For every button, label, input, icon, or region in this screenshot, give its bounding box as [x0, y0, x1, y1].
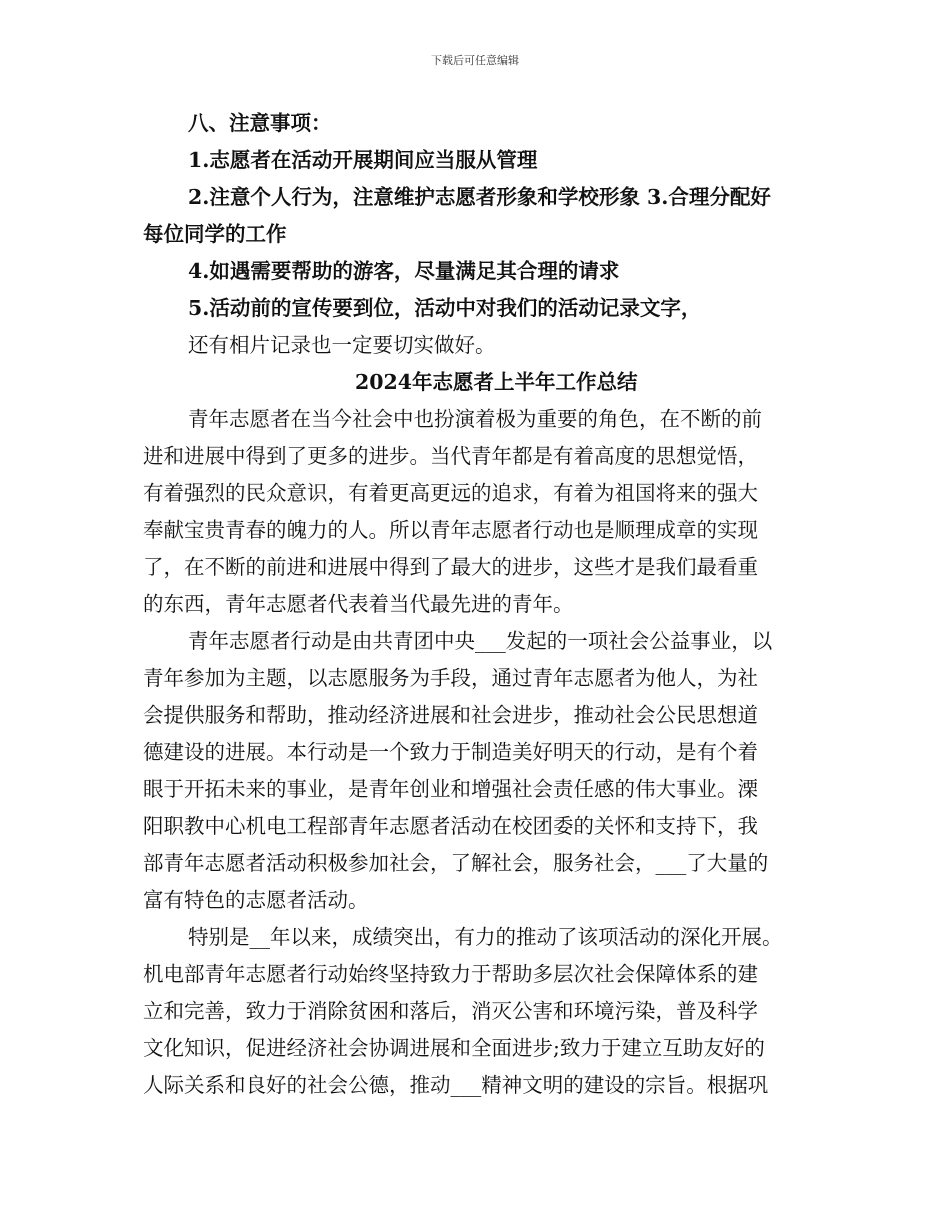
para2-line: 青年志愿者行动是由共青团中央___发起的一项社会公益事业，以 [188, 629, 773, 653]
note-item: 4.如遇需要帮助的游客，尽量满足其合理的请求 [188, 259, 620, 283]
para1-line: 奉献宝贵青春的魄力的人。所以青年志愿者行动也是顺理成章的实现 [143, 518, 758, 542]
article-title: 2024年志愿者上半年工作总结 [355, 370, 638, 394]
para1-line: 有着强烈的民众意识，有着更高更远的追求，有着为祖国将来的强大 [143, 481, 758, 505]
para2-line: 眼于开拓未来的事业，是青年创业和增强社会责任感的伟大事业。溧 [143, 777, 758, 801]
para3-line: 机电部青年志愿者行动始终坚持致力于帮助多层次社会保障体系的建 [143, 962, 758, 986]
note-item: 每位同学的工作 [143, 222, 287, 246]
page-header: 下载后可任意编辑 [431, 54, 519, 67]
para3-line: 文化知识，促进经济社会协调进展和全面进步;致力于建立互助友好的 [143, 1036, 765, 1060]
note-item: 1.志愿者在活动开展期间应当服从管理 [188, 148, 538, 172]
para1-line: 青年志愿者在当今社会中也扮演着极为重要的角色，在不断的前 [188, 407, 762, 431]
para3-line: 特别是__年以来，成绩突出，有力的推动了该项活动的深化开展。 [188, 925, 783, 949]
para1-line: 的东西，青年志愿者代表着当代最先进的青年。 [143, 592, 574, 616]
note-item: 2.注意个人行为，注意维护志愿者形象和学校形象 3.合理分配好 [188, 185, 771, 209]
para1-line: 了，在不断的前进和进展中得到了最大的进步，这些才是我们最看重 [143, 555, 758, 579]
notes-heading: 八、注意事项： [188, 111, 332, 135]
para3-line: 人际关系和良好的社会公德，推动___精神文明的建设的宗旨。根据巩 [143, 1073, 769, 1097]
para2-line: 部青年志愿者活动积极参加社会，了解社会，服务社会，___了大量的 [143, 851, 769, 875]
note-item: 5.活动前的宣传要到位，活动中对我们的活动记录文字， [188, 296, 702, 320]
para1-line: 进和进展中得到了更多的进步。当代青年都是有着高度的思想觉悟， [143, 444, 758, 468]
para2-line: 德建设的进展。本行动是一个致力于制造美好明天的行动，是有个着 [143, 740, 758, 764]
para2-line: 会提供服务和帮助，推动经济进展和社会进步，推动社会公民思想道 [143, 703, 758, 727]
para2-line: 青年参加为主题，以志愿服务为手段，通过青年志愿者为他人，为社 [143, 666, 758, 690]
para3-line: 立和完善，致力于消除贫困和落后，消灭公害和环境污染，普及科学 [143, 999, 758, 1023]
para2-line: 富有特色的志愿者活动。 [143, 888, 369, 912]
para2-line: 阳职教中心机电工程部青年志愿者活动在校团委的关怀和支持下，我 [143, 814, 758, 838]
note-continuation: 还有相片记录也一定要切实做好。 [188, 333, 496, 357]
